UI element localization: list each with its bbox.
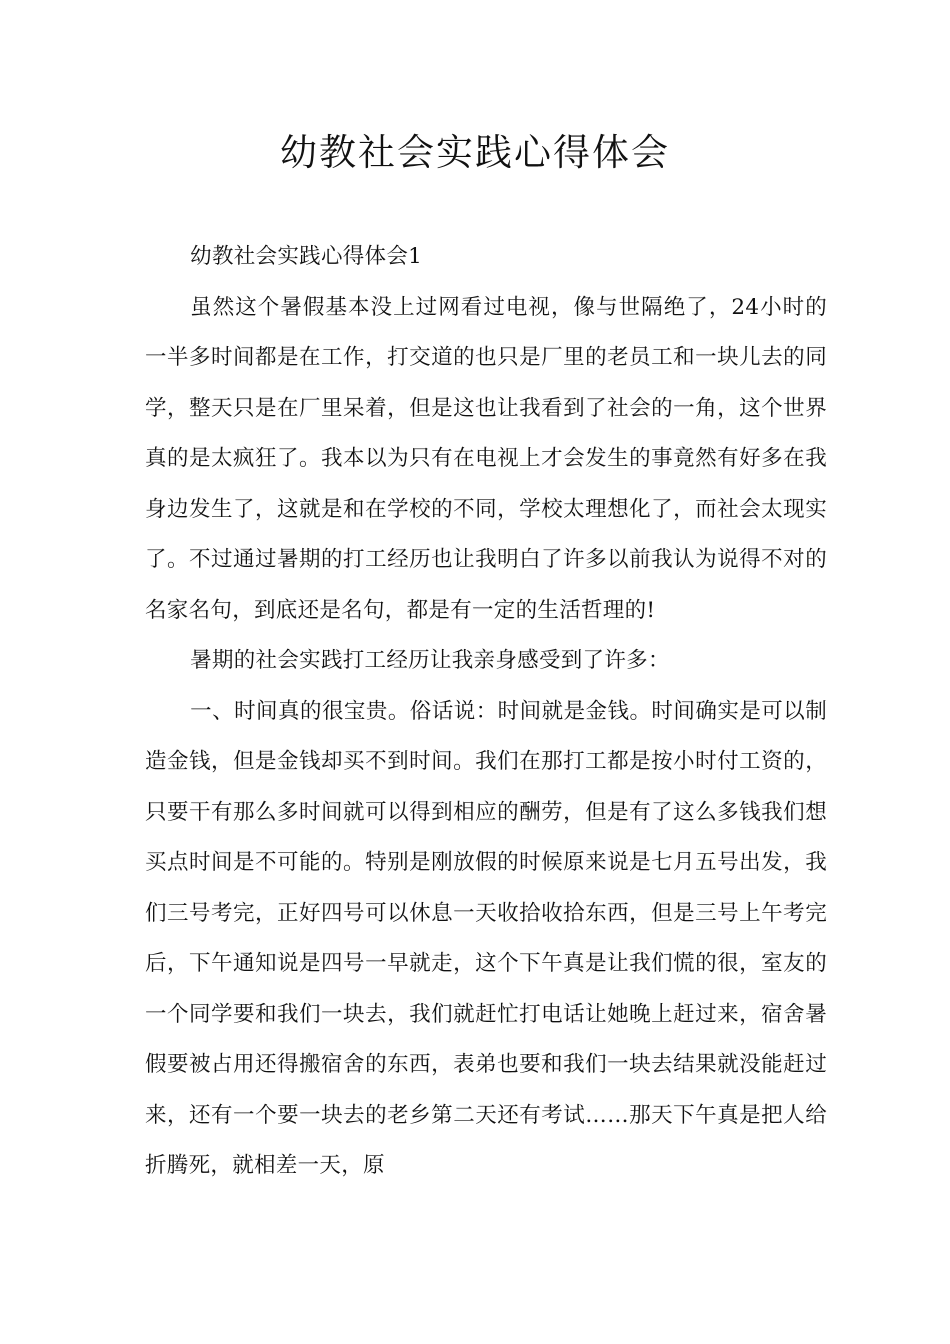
paragraph: 一、时间真的很宝贵。俗话说：时间就是金钱。时间确实是可以制造金钱，但是金钱却买不到时间。我们在那打工都是按小时付工资的，只要干有那么多时间就可以得到相应的酬劳，但是有了这么多钱我们想买点时间是不可能的。特别是刚放假的时候原来说是七月五号出发，我们三号考完，正好四号可以休息一天收拾收拾东西，但是三号上午考完后，下午通知说是四号一早就走，这个下午真是让我们慌的很，室友的一个同学要和我们一块去，我们就赶忙打电话让她晚上赶过来，宿舍暑假要被占用还得搬宿舍的东西，表弟也要和我们一块去结果就没能赶过来，还有一个要一块去的老乡第二天还有考试……那天下午真是把人给折腾死，就相差一天，原 — [145, 698, 827, 1178]
paragraph: 暑期的社会实践打工经历让我亲身感受到了许多： — [190, 648, 670, 673]
document-body — [145, 232, 827, 1192]
section-heading: 幼教社会实践心得体会1 — [190, 244, 423, 269]
paragraph: 虽然这个暑假基本没上过网看过电视，像与世隔绝了，24小时的一半多时间都是在工作，打交道的也只是厂里的老员工和一块儿去的同学，整天只是在厂里呆着，但是这也让我看到了社会的一角，这个世界真的是太疯狂了。我本以为只有在电视上才会发生的事竟然有好多在我身边发生了，这就是和在学校的不同，学校太理想化了，而社会太现实了。不过通过暑期的打工经历也让我明白了许多以前我认为说得不对的名家名句，到底还是名句，都是有一定的生活哲理的! — [145, 294, 827, 623]
document-title: 幼教社会实践心得体会 — [280, 131, 670, 174]
